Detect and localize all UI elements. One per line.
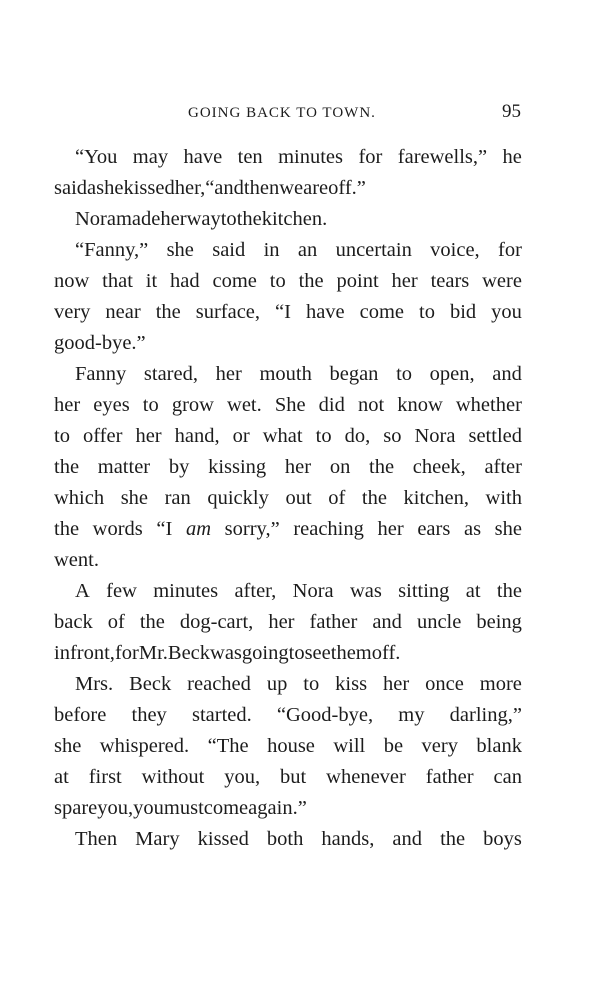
word: tears (430, 270, 470, 292)
word: point (336, 270, 379, 292)
text-line (54, 328, 522, 359)
word: kissed (197, 828, 249, 850)
word: as (463, 518, 482, 540)
word: grow (171, 394, 214, 416)
word: matter (97, 456, 151, 478)
word: or (232, 425, 250, 447)
word: kitchen, (403, 487, 469, 509)
word: ears (417, 518, 451, 540)
page-number: 95 (502, 101, 521, 122)
word: her (160, 208, 187, 230)
text-line (54, 700, 522, 731)
word: cheek, (412, 456, 466, 478)
word: of (107, 611, 125, 633)
word: after (484, 456, 522, 478)
word: She (274, 394, 306, 416)
word: reached (187, 673, 251, 695)
word: she (54, 735, 82, 757)
word: of (328, 487, 346, 509)
word: to (315, 425, 332, 447)
word: then (243, 177, 280, 199)
word: reaching (293, 518, 364, 540)
word: Nora (75, 208, 116, 230)
word: the (54, 456, 80, 478)
word: “Fanny,” (75, 239, 149, 261)
word: open, (429, 363, 475, 385)
word: whenever (326, 766, 406, 788)
word: her (284, 456, 312, 478)
text-line (54, 483, 522, 514)
word: “I (156, 518, 173, 540)
word: Nora (414, 425, 456, 447)
text-line (54, 173, 522, 204)
word: be (383, 735, 404, 757)
word: she (166, 239, 194, 261)
word: Mary (135, 828, 180, 850)
word: she (494, 518, 522, 540)
word: first (88, 766, 122, 788)
word: uncle (416, 611, 462, 633)
word: will (333, 735, 366, 757)
body-text (54, 142, 522, 855)
word: minutes (278, 146, 344, 168)
word: the (298, 270, 324, 292)
word: blank (476, 735, 522, 757)
word: hands, (321, 828, 375, 850)
word: very (54, 301, 91, 323)
word: more (479, 673, 522, 695)
word: whether (455, 394, 522, 416)
text-line (54, 731, 522, 762)
word: you (133, 797, 164, 819)
word: as (87, 177, 105, 199)
word: had (170, 270, 200, 292)
word: up (266, 673, 288, 695)
word: you, (224, 766, 261, 788)
word: said (212, 239, 246, 261)
word: come (212, 270, 257, 292)
text-line (54, 235, 522, 266)
word: back (54, 611, 93, 633)
word: near (105, 301, 141, 323)
text-line (54, 452, 522, 483)
word: was (349, 580, 382, 602)
word: boys (483, 828, 522, 850)
word: bid (449, 301, 477, 323)
word: may (132, 146, 169, 168)
word: her (215, 363, 242, 385)
word: off.” (328, 177, 366, 199)
word: and (492, 363, 522, 385)
word: ran (164, 487, 191, 509)
word: was (210, 642, 242, 664)
word: to (396, 363, 413, 385)
word: “The (207, 735, 249, 757)
word: and (372, 611, 402, 633)
word: Beck (129, 673, 172, 695)
word: hand, (174, 425, 220, 447)
word: at (54, 766, 69, 788)
word: kissing (208, 456, 267, 478)
word: sitting (398, 580, 450, 602)
word: father (309, 611, 358, 633)
word: come (203, 797, 249, 819)
word: and (392, 828, 423, 850)
word: her (268, 611, 295, 633)
word: the (155, 301, 181, 323)
word: started. (191, 704, 252, 726)
word: the (236, 208, 262, 230)
word: kissed (123, 177, 175, 199)
word: few (106, 580, 137, 602)
word: to (303, 673, 320, 695)
word: Mr. (138, 642, 168, 664)
running-head (0, 102, 603, 124)
word: offer (82, 425, 123, 447)
word: her (383, 673, 410, 695)
word: without (141, 766, 205, 788)
word: he (502, 146, 522, 168)
word: did (318, 394, 345, 416)
word: her (391, 270, 418, 292)
word: the (496, 580, 522, 602)
word: Fanny (75, 363, 127, 385)
word: before (54, 704, 107, 726)
word: have (183, 146, 223, 168)
text-line (54, 204, 522, 235)
text-line (54, 266, 522, 297)
word: out (285, 487, 312, 509)
word: her (377, 518, 404, 540)
word: said (54, 177, 88, 199)
word: my (398, 704, 425, 726)
word: for (358, 146, 383, 168)
word: to (220, 208, 237, 230)
word: quickly (207, 487, 269, 509)
word: she (120, 487, 149, 509)
word: in (54, 642, 70, 664)
word: which (54, 487, 105, 509)
word: now (54, 270, 90, 292)
word: the (139, 611, 165, 633)
word: good-bye.” (54, 332, 146, 354)
word: the (361, 487, 387, 509)
word: have (305, 301, 345, 323)
text-line (54, 638, 522, 669)
word: “I (275, 301, 291, 323)
word: stared, (143, 363, 198, 385)
word: in (263, 239, 280, 261)
word: “Good-bye, (276, 704, 374, 726)
word: voice, (430, 239, 480, 261)
word: ten (237, 146, 263, 168)
word: can (493, 766, 522, 788)
word: words (92, 518, 143, 540)
word: being (476, 611, 522, 633)
word: them (330, 642, 372, 664)
word: that (102, 270, 133, 292)
word: sorry,” (224, 518, 280, 540)
word: you (491, 301, 522, 323)
word: farewells,” (397, 146, 488, 168)
word: her (135, 425, 162, 447)
word: off. (371, 642, 401, 664)
word: uncertain (335, 239, 412, 261)
text-line (54, 607, 522, 638)
word: both (266, 828, 304, 850)
word: with (485, 487, 522, 509)
word: you, (97, 797, 134, 819)
word: “and (205, 177, 244, 199)
word: what (262, 425, 303, 447)
word: surface, (195, 301, 261, 323)
word: whispered. (99, 735, 190, 757)
word: see (304, 642, 331, 664)
word: know (397, 394, 443, 416)
word: house (267, 735, 315, 757)
word: began (329, 363, 379, 385)
word: at (465, 580, 481, 602)
text-line (54, 669, 522, 700)
word: Beck (167, 642, 211, 664)
word: to (54, 425, 70, 447)
text-line (54, 421, 522, 452)
text-line (54, 762, 522, 793)
word: on (329, 456, 351, 478)
text-line (54, 793, 522, 824)
word: to (269, 270, 286, 292)
word: to (419, 301, 435, 323)
word: kiss (335, 673, 368, 695)
word: dog-cart, (179, 611, 254, 633)
word: front, (69, 642, 115, 664)
word: made (115, 208, 161, 230)
word: again.” (248, 797, 307, 819)
word: it (145, 270, 158, 292)
word: father (425, 766, 474, 788)
word: come (359, 301, 405, 323)
text-line (54, 824, 522, 855)
word: we (279, 177, 304, 199)
word: so (383, 425, 402, 447)
word: going (241, 642, 289, 664)
word: mouth (259, 363, 312, 385)
word: wet. (227, 394, 262, 416)
word: for (498, 239, 522, 261)
word: eyes (93, 394, 130, 416)
word: the (54, 518, 80, 540)
word: A (75, 580, 90, 602)
text-line (54, 576, 522, 607)
word: but (280, 766, 307, 788)
word: an (297, 239, 318, 261)
word: “You (75, 146, 118, 168)
word: he (104, 177, 124, 199)
running-title: GOING BACK TO TOWN. (188, 105, 376, 121)
word: very (421, 735, 458, 757)
word: to (142, 394, 159, 416)
word: after, (234, 580, 277, 602)
word: not (357, 394, 385, 416)
word: are (303, 177, 329, 199)
word: Mrs. (75, 673, 114, 695)
word: went. (54, 549, 99, 571)
word: darling,” (449, 704, 522, 726)
word: am (185, 518, 212, 540)
text-line (54, 297, 522, 328)
word: spare (54, 797, 98, 819)
word: the (440, 828, 466, 850)
word: Nora (292, 580, 334, 602)
word: the (369, 456, 395, 478)
word: must (163, 797, 204, 819)
word: they (131, 704, 167, 726)
word: her, (174, 177, 206, 199)
word: minutes (153, 580, 219, 602)
word: her (54, 394, 81, 416)
word: way (186, 208, 221, 230)
word: do, (344, 425, 371, 447)
word: for (114, 642, 139, 664)
word: were (482, 270, 522, 292)
text-line (54, 545, 522, 576)
text-line (54, 514, 522, 545)
word: settled (468, 425, 522, 447)
word: Then (75, 828, 118, 850)
word: by (168, 456, 190, 478)
word: once (425, 673, 464, 695)
word: to (288, 642, 305, 664)
text-line (54, 359, 522, 390)
text-line (54, 390, 522, 421)
text-line (54, 142, 522, 173)
word: kitchen. (261, 208, 328, 230)
